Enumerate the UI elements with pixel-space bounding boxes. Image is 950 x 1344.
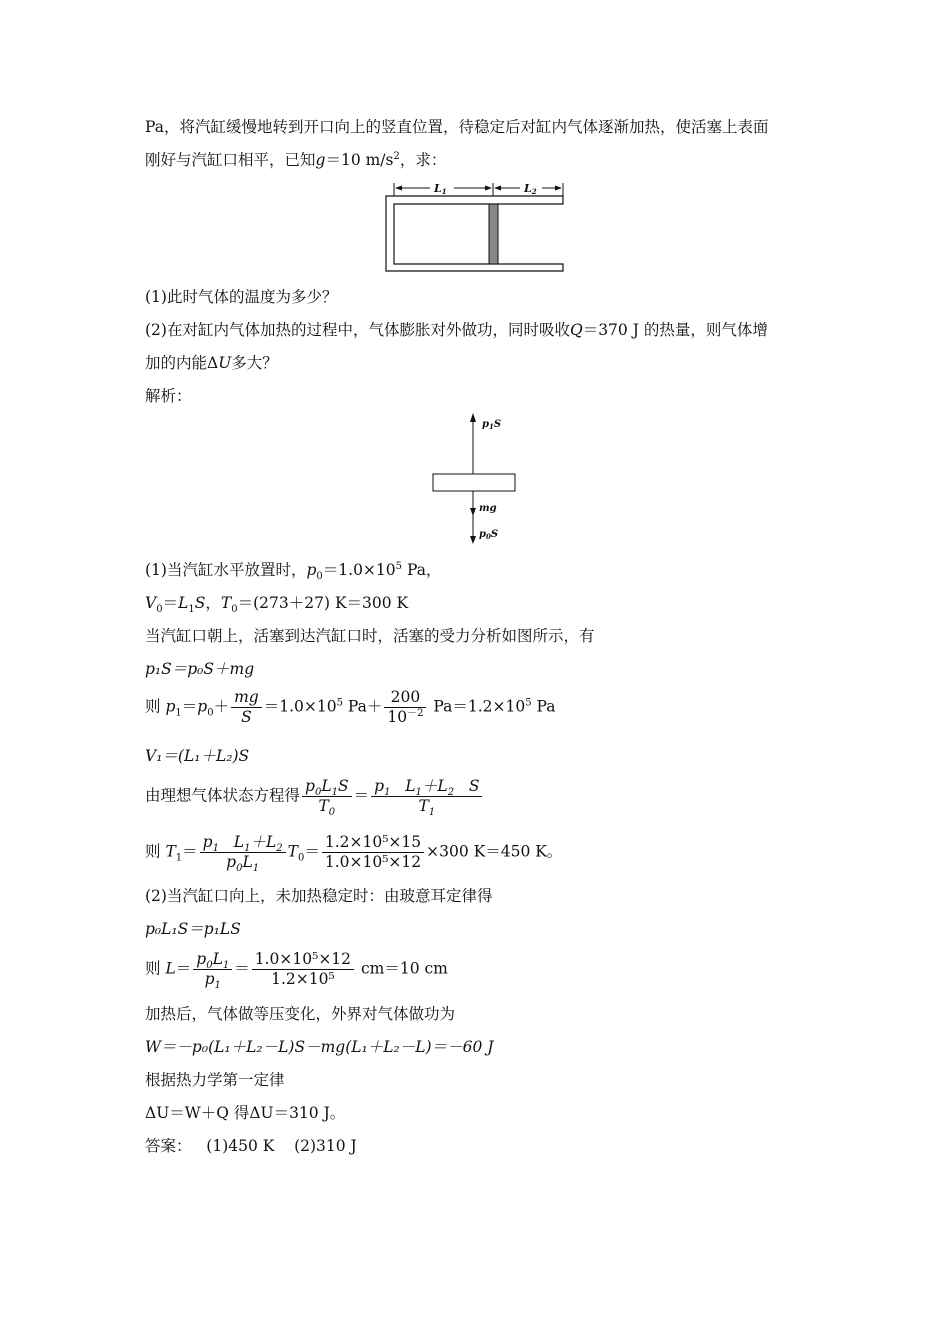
force-p0S: $p_0S$ [479, 529, 499, 541]
question-1: (1)此时气体的温度为多少？ [145, 288, 338, 306]
solution-line-7: 由理想气体状态方程得 $\frac{p_0L_1S}{T_0}$ ＝ $\frac{p_1 L_1+L_2 S}{T_1}$ [145, 777, 484, 816]
solution-line-5: 则 $p_1=p_0+$ $\frac{mg}{S}$ $=1.0\times 10^5$ Pa＋ $\frac{200}{10^{-2}}$ $Pa=1.2\times 10^5$ Pa [145, 688, 556, 726]
solution-line-8: 则 $T_1=$ $\frac{p_1 L_1+L_2}{p_0L_1}$ $T_0=$ $\frac{\text{1.2×10⁵×15}}{\text{1.0×10⁵×12}}$ ×300 K＝450 K。 [145, 833, 563, 875]
solution-line-15: ΔU＝W＋Q 得ΔU＝310 J。 [145, 1104, 346, 1122]
force-mg: mg [479, 503, 497, 514]
solution-line-4: p₁S＝p₀S＋mg [145, 660, 255, 678]
solution-line-12: 加热后，气体做等压变化，外界对气体做功为 [145, 1005, 456, 1023]
solution-line-3: 当汽缸口朝上，活塞到达汽缸口时，活塞的受力分析如图所示，有 [145, 627, 595, 645]
piston [489, 204, 498, 264]
label-L1: L1 [434, 182, 447, 196]
problem-line-2: 刚好与汽缸口相平，已知g＝10 $m/s^2$，求： [145, 150, 447, 169]
solution-line-9: (2)当汽缸口向上，未加热稳定时：由玻意耳定律得 [145, 887, 493, 905]
arrow-up-icon [470, 413, 476, 422]
question-2-line-1: (2)在对缸内气体加热的过程中，气体膨胀对外做功，同时吸收Q＝370 J 的热量，则气体增 [145, 321, 768, 339]
force-diagram [425, 410, 535, 550]
answer-line: 答案： (1)450 K (2)310 J [145, 1137, 357, 1155]
solution-line-6: V₁＝(L₁＋L₂)S [145, 747, 250, 765]
problem-line-1: Pa，将汽缸缓慢地转到开口向上的竖直位置，待稳定后对缸内气体逐渐加热，使活塞上表面 [145, 118, 769, 136]
arrow-down-icon [470, 536, 476, 544]
piston-block [433, 474, 515, 491]
arrow-down-icon [470, 508, 476, 516]
solution-line-2: $V_0=L_1S$，$T_0=(273+27)$ K＝300 K [145, 594, 409, 616]
solution-line-13: W＝－p₀(L₁＋L₂－L)S－mg(L₁＋L₂－L)＝－60 J [145, 1038, 494, 1056]
solution-line-11: 则 L＝ $\frac{p_0L_1}{p_1}$ ＝ $\frac{\text{1.0×10⁵×12}}{\text{1.2×10⁵}}$ cm＝10 cm [145, 950, 448, 992]
analysis-label: 解析： [145, 387, 192, 405]
solution-line-1: (1)当汽缸水平放置时，$p_0=1.0\times 10^5$ Pa， [145, 560, 442, 583]
solution-line-14: 根据热力学第一定律 [145, 1071, 285, 1089]
label-L2: L2 [524, 182, 537, 196]
question-2-line-2: 加的内能ΔU多大？ [145, 354, 278, 372]
cylinder-figure [380, 178, 570, 278]
solution-line-10: p₀L₁S＝p₁LS [145, 920, 241, 938]
cylinder-wall [386, 196, 563, 271]
force-p1S: $p_1S$ [482, 419, 502, 431]
